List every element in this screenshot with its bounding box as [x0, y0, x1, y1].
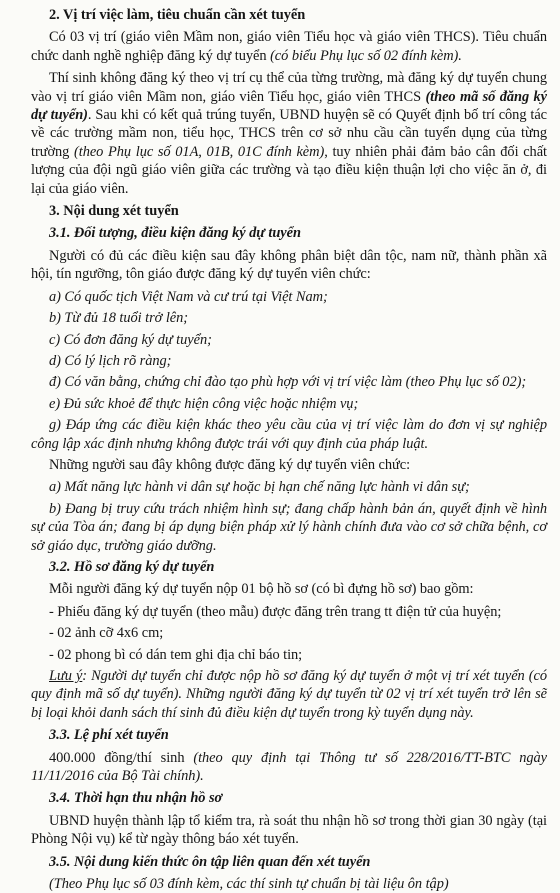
italic-note: (có biểu Phụ lục số 02 đính kèm).	[270, 47, 462, 64]
section-3-1-intro: Người có đủ các điều kiện sau đây không phân biệt dân tộc, nam nữ, thành phần xã hội, tín ngưỡng, tôn giáo được đăng ký dự tuyển viên chức:	[31, 247, 547, 283]
note-label: Lưu ý	[49, 668, 83, 684]
document-item: - Phiếu đăng ký dự tuyển (theo mẫu) được đăng trên trang tt điện tử của huyện;	[49, 603, 502, 620]
section-3-heading: 3. Nội dung xét tuyển	[49, 203, 179, 220]
condition-item: g) Đáp ứng các điều kiện khác theo yêu cầu của vị trí việc làm do đơn vị sự nghiệp công lập xác định nhưng không được trái với quy định của pháp luật.	[31, 417, 547, 452]
section-2-paragraph-1	[31, 28, 547, 65]
condition-item: a) Có quốc tịch Việt Nam và cư trú tại Việt Nam;	[49, 288, 328, 305]
note-text: : Người dự tuyển chỉ được nộp hồ sơ đăng ký dự tuyển ở một vị trí xét tuyển (có quy định mã số dự tuyển). Những người đăng ký dự tuyển từ 02 vị trí xét tuyển trở lên sẽ bị loại khỏi danh sách thí sinh đủ điều kiện dự tuyển trong kỳ tuyển dụng này.	[31, 668, 547, 721]
text: Có 03 vị trí (giáo viên Mầm non, giáo viên Tiểu học và giáo viên THCS). Tiêu chuẩn chức danh nghề nghiệp đăng ký dự tuyển	[31, 29, 547, 64]
section-3-3-text	[31, 749, 547, 786]
condition-item: e) Đủ sức khoẻ để thực hiện công việc hoặc nhiệm vụ;	[49, 395, 359, 412]
section-3-5-text: (Theo Phụ lục số 03 đính kèm, các thí sinh tự chuẩn bị tài liệu ôn tập)	[49, 876, 449, 893]
exclusion-intro: Những người sau đây không được đăng ký dự tuyển viên chức:	[49, 456, 411, 473]
section-3-4-text: UBND huyện thành lập tổ kiểm tra, rà soát thu nhận hồ sơ trong thời gian 30 ngày (tại Phòng Nội vụ) kể từ ngày thông báo xét tuyển.	[31, 812, 547, 848]
section-3-3-heading: 3.3. Lệ phí xét tuyển	[49, 727, 169, 744]
section-3-2-heading: 3.2. Hồ sơ đăng ký dự tuyển	[49, 558, 215, 575]
section-3-1-heading: 3.1. Đối tượng, điều kiện đăng ký dự tuyển	[49, 225, 301, 242]
italic-note: (theo quy định tại Thông tư số 228/2016/TT-BTC ngày 11/11/2016 của Bộ Tài chính).	[31, 749, 547, 785]
fee-amount: 400.000 đồng/thí sinh	[49, 749, 185, 766]
documents-list	[31, 603, 547, 664]
condition-item: c) Có đơn đăng ký dự tuyển;	[49, 331, 212, 348]
exclusion-item: b) Đang bị truy cứu trách nhiệm hình sự; đang chấp hành bản án, quyết định về hình sự của Tòa án; đang bị áp dụng biện pháp xử lý hành chính đưa vào cơ sở chữa bệnh, cơ sở giáo dục, trường giáo dưỡng.	[31, 500, 547, 554]
section-3-5-heading: 3.5. Nội dung kiến thức ôn tập liên quan đến xét tuyển	[49, 853, 371, 870]
section-3-2-intro: Mỗi người đăng ký dự tuyển nộp 01 bộ hồ sơ (có bì đựng hồ sơ) bao gồm:	[49, 581, 474, 598]
text: . Sau khi có kết quả trúng tuyển, UBND huyện sẽ có Quyết định bố trí công tác về các trường mầm non, tiểu học, THCS trên cơ sở nhu cầu cần tuyển dụng của từng trường	[31, 107, 547, 160]
section-2-heading: 2. Vị trí việc làm, tiêu chuẩn cần xét tuyển	[49, 7, 306, 23]
document-item: - 02 phong bì có dán tem ghi địa chỉ báo tin;	[49, 646, 303, 663]
text: Thí sinh không đăng ký theo vị trí cụ thể của từng trường, mà đăng ký dự tuyển chung vào vị trí giáo viên Mầm non, giáo viên Tiểu học, giáo viên THCS	[31, 70, 547, 105]
exclusions-list	[31, 478, 547, 555]
conditions-list	[31, 288, 547, 453]
exclusion-item: a) Mất năng lực hành vi dân sự hoặc bị hạn chế năng lực hành vi dân sự;	[49, 479, 470, 496]
bold-italic-note: (theo mã số đăng ký dự tuyển)	[31, 88, 547, 124]
document-item: - 02 ảnh cỡ 4x6 cm;	[49, 625, 164, 642]
condition-item: đ) Có văn bằng, chứng chỉ đào tạo phù hợp với vị trí việc làm (theo Phụ lục số 02);	[49, 374, 527, 391]
italic-note: (theo Phụ lục số 01A, 01B, 01C đính kèm)	[74, 143, 325, 160]
section-3-4-heading: 3.4. Thời hạn thu nhận hồ sơ	[49, 790, 223, 807]
text: , tuy nhiên phải đảm bảo cân đối chất lượng của đội ngũ giáo viên giữa các trường và tạo điều kiện thuận lợi cho việc ăn ở, đi lại của giáo viên.	[31, 143, 547, 197]
section-3-2-note	[31, 667, 547, 722]
condition-item: b) Từ đủ 18 tuổi trở lên;	[49, 310, 188, 327]
section-2-paragraph-2	[31, 69, 547, 198]
condition-item: d) Có lý lịch rõ ràng;	[49, 352, 172, 369]
